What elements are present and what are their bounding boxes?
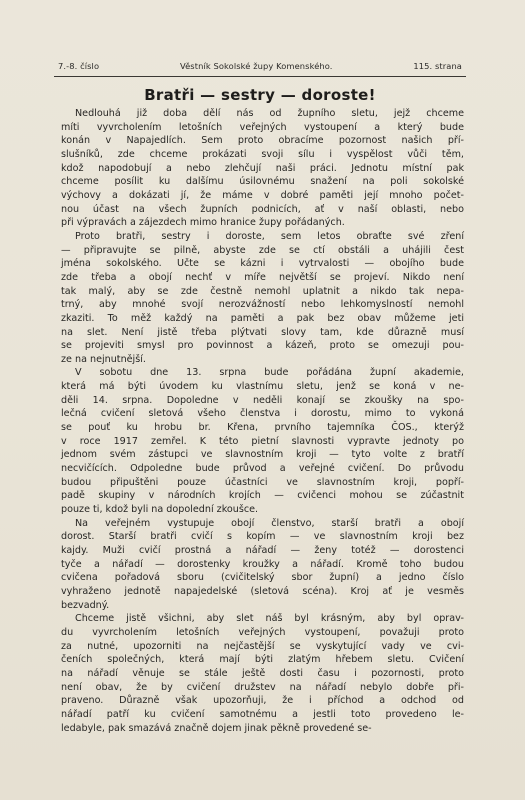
text-line: pouze ti, kdož byli na dopolední zkoušce. bbox=[61, 504, 259, 516]
text-line: nou účast na všech župních podnicích, ať v naší oblasti, nebo bbox=[61, 203, 464, 215]
text-line: tak malý, aby se zde čestně nemohl uplatnit a nikdo tak nepa- bbox=[61, 285, 464, 297]
text-line: míti vyvrcholením letošních veřejných vystoupení a který bude bbox=[61, 121, 464, 133]
running-header bbox=[58, 61, 462, 71]
text-line: necvičících. Odpoledne bude průvod a veřejné cvičení. Do průvodu bbox=[61, 463, 464, 475]
text-line: Nedlouhá již doba dělí nás od župního sletu, jejž chceme bbox=[75, 108, 464, 119]
text-line: slušníků, zde chceme prokázati svoji sílu i vyspělost vůči těm, bbox=[61, 148, 464, 160]
paragraph bbox=[61, 517, 464, 613]
paragraph bbox=[61, 366, 464, 516]
paragraph bbox=[61, 107, 464, 230]
article-body bbox=[61, 107, 464, 735]
header-rule bbox=[54, 76, 466, 77]
text-line: která má býti úvodem ku vlastnímu sletu, jenž se koná v ne- bbox=[61, 381, 464, 393]
text-line: konán v Napajedlích. Sem proto obracíme pozornost našich pří- bbox=[61, 135, 464, 147]
text-line: ze na nejnutnější. bbox=[61, 353, 146, 365]
article-title: Bratři — sestry — doroste! bbox=[144, 86, 376, 104]
text-line: zkaziti. To měž každý na paměti a pak bez obav můžeme jeti bbox=[61, 312, 464, 324]
journal-name: Věstník Sokolské župy Komenského. bbox=[179, 61, 333, 71]
text-line: se projeviti smysl pro povinnost a kázeň, proto se omezuji pou- bbox=[61, 340, 464, 352]
text-line: čeních společných, která mají býti zlatým hřebem sletu. Cvičení bbox=[61, 654, 464, 666]
text-line: praveno. Důrazně však upozorňuji, že i příchod a odchod od bbox=[61, 695, 464, 707]
text-line: V sobotu dne 13. srpna bude pořádána župní akademie, bbox=[75, 367, 464, 379]
text-line: Chceme jistě všichni, aby slet náš byl krásným, aby byl oprav- bbox=[75, 613, 464, 625]
text-line: Proto bratři, sestry i doroste, sem letos obraťte své zření bbox=[75, 230, 464, 242]
text-line: vyhraženo jednotě napajedelské (sletová scéna). Kroj ať je vesměs bbox=[61, 585, 464, 597]
text-line: výchovy a dokázati jí, že máme v dobré paměti její mnoho počet- bbox=[61, 189, 464, 201]
text-line: děli 14. srpna. Dopoledne v neděli konají se zkoušky na spo- bbox=[61, 394, 464, 406]
text-line: při výpravách a zájezdech mimo hranice župy pořádaných. bbox=[61, 217, 345, 229]
text-line: na nářadí věnuje se stále ještě dosti času i pozornosti, proto bbox=[61, 667, 464, 679]
text-line: na slet. Není jistě třeba plýtvati slovy tam, kde důrazně musí bbox=[61, 326, 464, 338]
text-line: chceme posílit ku dalšímu úsilovnému snažení na poli sokolské bbox=[61, 176, 464, 188]
text-line: tyče a nářadí — dorostenky kroužky a nářadí. Kromě toho budou bbox=[61, 558, 464, 570]
text-line: lečná cvičení sletová všeho členstva i dorostu, mimo to vykoná bbox=[61, 408, 464, 420]
text-line: dorost. Starší bratři cvičí s kopím — ve slavnostním kroji bez bbox=[61, 531, 464, 543]
text-line: du vyvrcholením letošních veřejných vystoupení, považuji proto bbox=[61, 626, 464, 638]
text-line: v roce 1917 zemřel. K této pietní slavnosti vypravte jednoty po bbox=[61, 435, 464, 447]
text-line: kdož napodobují a nebo zlehčují naši práci. Jednotu místní pak bbox=[61, 162, 464, 174]
text-line: padě skupiny v národních krojích — cvičenci mohou se zúčastnit bbox=[61, 490, 464, 502]
text-line: zde třeba a obojí nechť v míře největší se projeví. Nikdo není bbox=[61, 271, 464, 283]
paragraph bbox=[61, 612, 464, 735]
issue-number: 7.-8. číslo bbox=[58, 61, 100, 71]
text-line: za nutné, upozorniti na nejčastější se vyskytující vady ve cvi- bbox=[61, 640, 464, 652]
text-line: ledabyle, pak smazává značně dojem jinak pěkně provedené se- bbox=[61, 722, 372, 734]
text-line: Na veřejném vystupuje obojí členstvo, starší bratři a obojí bbox=[75, 517, 464, 529]
paragraph bbox=[61, 230, 464, 367]
page-number: 115. strana bbox=[413, 61, 462, 71]
text-line: cvičena pořadová sboru (cvičitelský sbor župní) a jedno číslo bbox=[61, 572, 464, 584]
text-line: kajdy. Muži cvičí prostná a nářadí — ženy totéž — dorostenci bbox=[61, 545, 464, 556]
text-line: jména sokolského. Učte se kázni i vytrvalosti — obojího bude bbox=[61, 258, 464, 270]
text-line: budou připuštěni pouze účastníci ve slavnostním kroji, popří- bbox=[61, 476, 464, 488]
text-line: nářadí patří ku cvičení samotnému a jestli toto provedeno le- bbox=[61, 708, 464, 720]
text-line: bezvadný. bbox=[61, 599, 110, 611]
text-line: jednom svém zástupci ve slavnostním kroji — tyto volte z bratří bbox=[61, 449, 464, 461]
text-line: trný, aby mnohé svojí nerozvážností nebo lehkomyslností nemohl bbox=[61, 299, 464, 311]
text-line: se pouť ku hrobu br. Křena, prvního tajemníka ČOS., kterýž bbox=[61, 422, 464, 434]
text-line: není obav, že by cvičení družstev na nářadí nebylo dobře při- bbox=[61, 681, 464, 693]
text-line: — připravujte se pilně, abyste zde se ctí obstáli a uhájili čest bbox=[61, 244, 464, 256]
